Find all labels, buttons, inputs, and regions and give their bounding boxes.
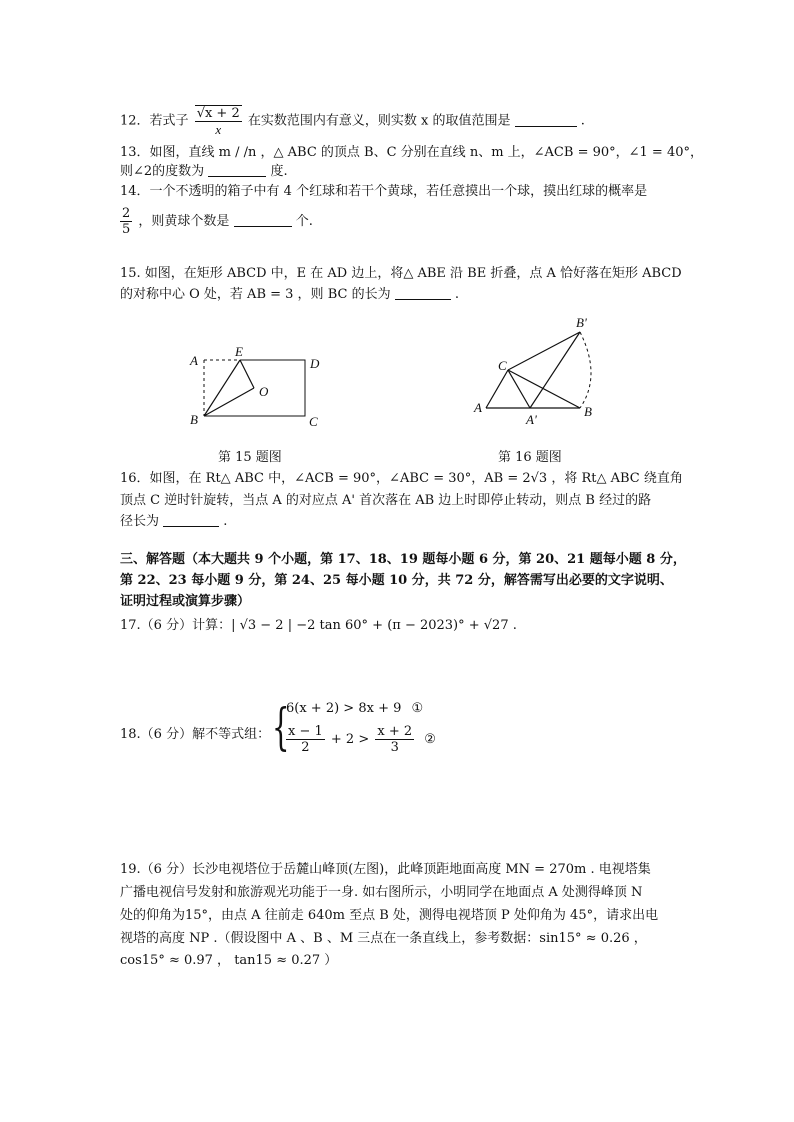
q18-ineq1-line: [286, 700, 423, 718]
q18-lead: 18.（6 分）解不等式组：: [120, 727, 271, 742]
fig16-arc-BBp: [580, 332, 591, 408]
q14-frac-num: 2: [122, 206, 131, 221]
fig16-label-Bp: B': [576, 315, 587, 330]
q15-line1: 15. 如图，在矩形 ABCD 中，E 在 AD 边上，将△ ABE 沿 BE 折叠，点 A 恰好落在矩形 ABCD: [120, 266, 682, 281]
figure-15: [180, 340, 340, 440]
fig16-caption: 第 16 题图: [498, 450, 562, 465]
q14-fraction: [120, 206, 132, 237]
q19-line4: 视塔的高度 NP .（假设图中 A 、B 、M 三点在一条直线上，参考数据：sin15° ≈ 0.26 ，: [120, 931, 647, 946]
fig16-segment-CA: [486, 370, 508, 408]
q16-line3a: 径长为: [120, 514, 160, 529]
q17-text: 17.（6 分）计算：| √3 − 2 | −2 tan 60° + (π − 2023)° + √27 .: [120, 618, 517, 633]
q18-ineq2-line: [286, 724, 436, 755]
fig16-segment-ApBp: [530, 332, 580, 408]
q14-frac-den: 5: [122, 222, 131, 237]
q19-line1: 19.（6 分）长沙电视塔位于岳麓山峰顶(左图)，此峰顶距地面高度 MN = 270m . 电视塔集: [120, 862, 651, 877]
q12-end: .: [580, 113, 585, 129]
q12-answer-blank[interactable]: [515, 113, 577, 127]
fig16-label-C: C: [498, 358, 507, 373]
q14-line2b: 个.: [295, 214, 313, 229]
q18-mark2: ②: [424, 732, 436, 747]
q15-line2a: 的对称中心 O 处，若 AB = 3 ，则 BC 的长为: [120, 287, 391, 302]
q15-line2b: .: [454, 287, 459, 302]
q14-answer-blank[interactable]: [234, 213, 292, 227]
fig15-label-E: E: [235, 344, 243, 359]
q19-line2: 广播电视信号发射和旅游观光功能于一身. 如右图所示，小明同学在地面点 A 处测得峰顶 N: [120, 885, 643, 900]
q14-line2a: ，则黄球个数是: [138, 214, 230, 229]
q16-line3b: .: [223, 514, 228, 529]
fig16-label-A: A: [474, 400, 482, 415]
fig15-segment-BO: [204, 388, 254, 416]
q12-lead: 12．若式子: [120, 113, 189, 129]
q12-fraction: [195, 105, 242, 137]
q14-line1: 14．一个不透明的箱子中有 4 个红球和若干个黄球，若任意摸出一个球，摸出红球的概率是: [120, 184, 648, 199]
q18-ineq2-num: x − 1: [288, 724, 323, 739]
q19-line3: 处的仰角为15°，由点 A 往前走 640m 至点 B 处，测得电视塔顶 P 处仰角为 45°，请求出电: [120, 908, 659, 923]
q19-line5: cos15° ≈ 0.97 ， tan15 ≈ 0.27 ）: [120, 953, 338, 968]
fig15-segment-EO: [240, 360, 254, 388]
q13-line2b: 度.: [270, 164, 288, 179]
q16-line2: 顶点 C 逆时针旋转，当点 A 的对应点 A' 首次落在 AB 边上时即停止转动，则点 B 经过的路: [120, 493, 652, 508]
section3-line2: 第 22、23 每小题 9 分，第 24、25 每小题 10 分，共 72 分，解答需写出必要的文字说明、: [120, 573, 673, 588]
q12: [120, 105, 585, 137]
fig15-label-B: B: [190, 412, 198, 427]
q18-ineq2-left-frac: [286, 724, 325, 755]
fig15-caption: 第 15 题图: [218, 450, 282, 465]
q12-frac-den: x: [215, 122, 222, 137]
q18-brace: {: [272, 698, 290, 756]
q18-ineq2-rden: 3: [390, 740, 399, 755]
q15-line2: [120, 286, 459, 304]
fig15-label-D: D: [310, 356, 320, 371]
q13-line1: 13．如图，直线 m / /n ，△ ABC 的顶点 B、C 分别在直线 n、m 上，∠ACB = 90°，∠1 = 40°，: [120, 145, 703, 160]
fig15-label-A: A: [190, 353, 198, 368]
figure-16: [468, 312, 608, 430]
q18-ineq2-right-frac: [375, 724, 414, 755]
fig16-label-B: B: [584, 404, 592, 419]
fig15-label-O: O: [259, 384, 269, 399]
q16-answer-blank[interactable]: [163, 513, 219, 527]
q16-line1: 16．如图，在 Rt△ ABC 中，∠ACB = 90°，∠ABC = 30°，AB = 2√3 ，将 Rt△ ABC 绕直角: [120, 471, 683, 486]
q18-ineq2-mid: + 2 >: [330, 732, 370, 747]
q13-line2: [120, 163, 288, 181]
q12-tail: 在实数范围内有意义，则实数 x 的取值范围是: [247, 113, 511, 129]
section3-line3: 证明过程或演算步骤）: [120, 594, 251, 609]
fig15-segment-BE: [204, 360, 240, 416]
fig16-segment-CBp: [508, 332, 580, 370]
q13-line2a: 则∠2的度数为: [120, 164, 205, 179]
q18-ineq2-den: 2: [301, 740, 310, 755]
q18-ineq1: 6(x + 2) > 8x + 9: [286, 701, 402, 716]
q13-answer-blank[interactable]: [208, 163, 266, 177]
q15-answer-blank[interactable]: [395, 286, 451, 300]
section3-line1: 三、解答题（本大题共 9 个小题，第 17、18、19 题每小题 6 分，第 20、21 题每小题 8 分，: [120, 552, 686, 567]
fig15-label-C: C: [309, 414, 318, 429]
fig16-label-Ap: A': [526, 412, 537, 427]
q14-line2: [120, 206, 313, 237]
q18-mark1: ①: [411, 701, 424, 716]
q18-ineq2-rnum: x + 2: [377, 724, 413, 739]
q12-frac-num: √x + 2: [196, 106, 240, 121]
q16-line3: [120, 513, 227, 531]
